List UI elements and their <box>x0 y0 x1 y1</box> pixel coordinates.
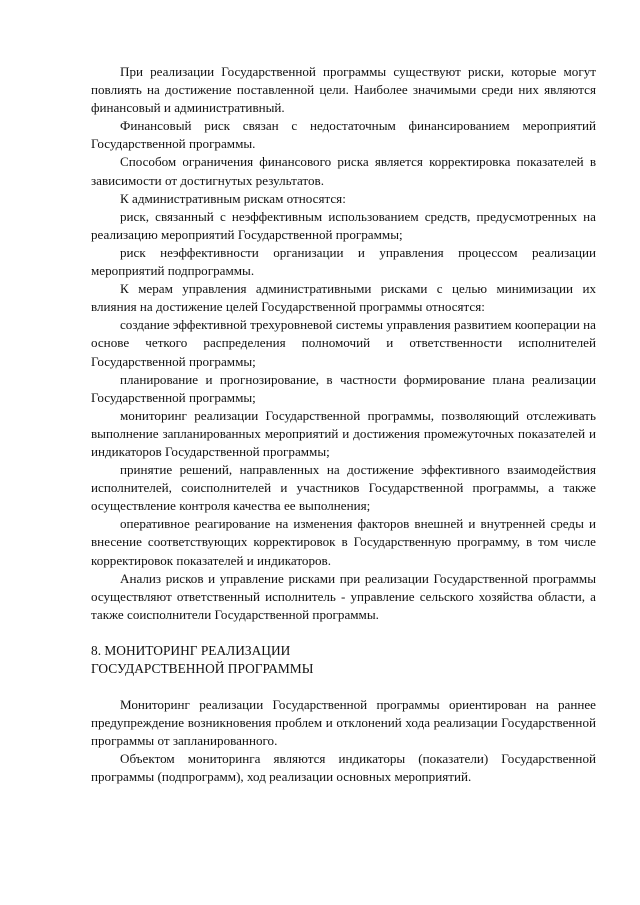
section-heading-line2: ГОСУДАРСТВЕННОЙ ПРОГРАММЫ <box>91 661 314 676</box>
paragraph: мониторинг реализации Государственной программы, позволяющий отслеживать выполнение запланированных мероприятий и достижения промежуточных показателей и индикаторов Государственной программы; <box>91 407 596 459</box>
paragraph: Объектом мониторинга являются индикаторы (показатели) Государственной программы (подпрограмм), ход реализации основных мероприятий. <box>91 751 596 785</box>
paragraph: К административным рискам относятся: <box>120 190 346 206</box>
section-heading <box>91 642 596 678</box>
paragraph: принятие решений, направленных на достижение эффективного взаимодействия исполнителей, соисполнителей и участников Государственной программы, а также осуществление контроля качества ее выполнения; <box>91 462 596 514</box>
section-heading-line1: 8. МОНИТОРИНГ РЕАЛИЗАЦИИ <box>91 642 291 658</box>
paragraph: создание эффективной трехуровневой системы управления развитием кооперации на основе четкого распределения полномочий и ответственности исполнителей Государственной программы; <box>91 317 596 369</box>
paragraph: Способом ограничения финансового риска является корректировка показателей в зависимости от достигнутых результатов. <box>91 154 596 188</box>
paragraph: планирование и прогнозирование, в частности формирование плана реализации Государственной программы; <box>91 371 596 405</box>
paragraph: Мониторинг реализации Государственной программы ориентирован на раннее предупреждение возникновения проблем и отклонений хода реализации Государственной программы от запланированного. <box>91 697 596 749</box>
document-page <box>91 63 596 787</box>
paragraph: риск, связанный с неэффективным использованием средств, предусмотренных на реализацию мероприятий Государственной программы; <box>91 208 596 242</box>
paragraph: При реализации Государственной программы существуют риски, которые могут повлиять на достижение поставленной цели. Наиболее значимыми среди них являются финансовый и административный. <box>91 64 596 116</box>
paragraph: К мерам управления административными рисками с целью минимизации их влияния на достижение целей Государственной программы относятся: <box>91 281 596 315</box>
paragraph: Анализ рисков и управление рисками при реализации Государственной программы осуществляют ответственный исполнитель - управление сельского хозяйства области, а также соисполнители Государственной программы. <box>91 570 596 622</box>
paragraph: Финансовый риск связан с недостаточным финансированием мероприятий Государственной программы. <box>91 118 596 152</box>
paragraph: оперативное реагирование на изменения факторов внешней и внутренней среды и внесение соответствующих корректировок в Государственную программу, в том числе корректировок показателей и индикаторов. <box>91 516 596 568</box>
paragraph: риск неэффективности организации и управления процессом реализации мероприятий подпрограммы. <box>91 244 596 279</box>
